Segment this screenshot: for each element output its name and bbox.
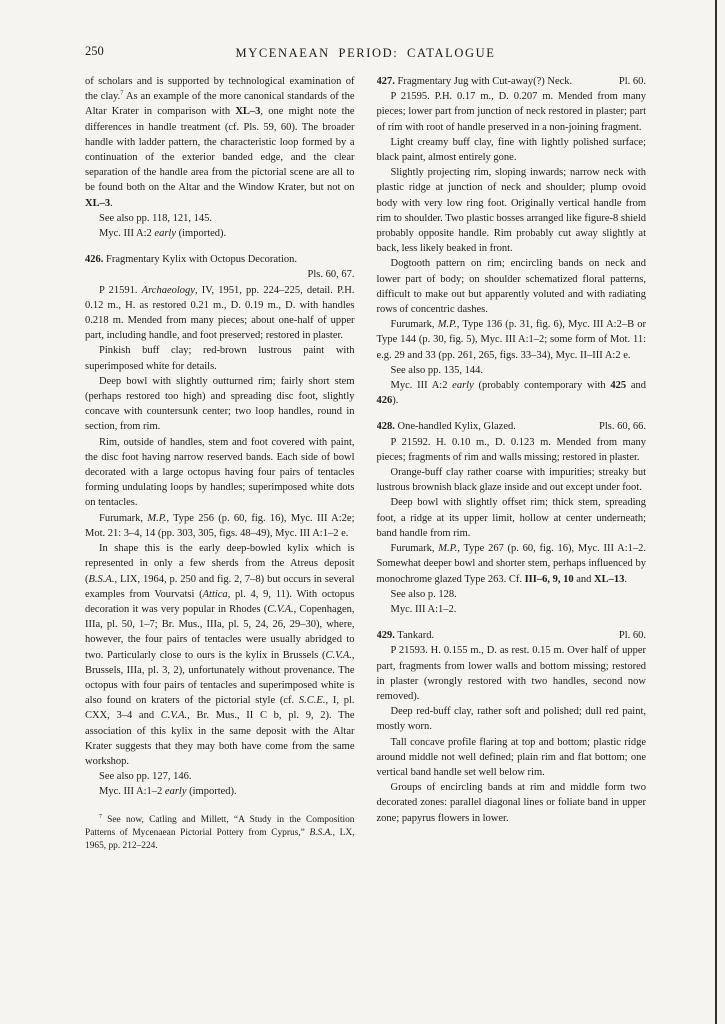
text-run: Furumark, [390,543,439,555]
text-run: One-handled Kylix, Glazed. [394,421,516,433]
paragraph [377,704,647,734]
paragraph [377,495,647,541]
page-content [85,44,646,854]
text-run: , I, pl. CXX, 3–4 and [85,695,355,722]
text-run: Deep red-buff clay, rather soft and polished; dull red paint, mostly worn. [376,706,646,733]
text-run: XL–13 [594,573,625,585]
paragraph [377,587,647,602]
text-run: C.V.A. [267,603,294,615]
right-column [377,74,647,854]
text-run: and [573,573,595,585]
text-run: B.S.A. [309,827,333,838]
text-run: , Br. Mus., II C b, pl. 9, 2). The association of this kylix in the same deposit with the Altar Krater suggests that they may both have come from the same workshop. [85,710,355,767]
text-run: S.C.E. [298,695,326,707]
text-run: . [110,197,113,209]
text-columns [85,74,646,854]
text-run: Myc. III A:1–2 [99,786,165,798]
text-run: Furumark, [99,512,148,524]
text-run: early [452,380,474,392]
paragraph [377,135,647,165]
text-run: See also pp. 118, 121, 145. [99,212,213,224]
text-run: , IV, 1951, pp. 224–225, detail. P.H. 0.12 m., H. as restored 0.21 m., D. 0.19 m., D. with handles 0.218 m. Mended from many pieces; about one-half of upper part, including handle, and foot preserved; restored in plaster. [85,284,355,342]
text-run: XL–3 [85,197,111,209]
plate-reference: Pl. 60. [618,630,646,642]
entry-heading [377,419,647,434]
plate-reference: Pl. 60. [618,76,646,87]
text-run: As an example of the more canonical standards of the Altar Krater in comparison with [85,91,355,118]
page-number: 250 [85,44,104,58]
text-run: Dogtooth pattern on rim; encircling bands on neck and lower part of body; on shoulder schematized floral patterns, difficult to make out but apparently voluted and with radiating rows of concentric dashes. [376,258,646,316]
paragraph [85,435,355,511]
text-run: , LIX, 1964, p. 250 and fig. 2, 7–8) but occurs in several examples from Vourvatsi ( [85,573,355,600]
text-run: Deep bowl with slightly offset rim; thick stem, spreading foot, a ridge at its upper limit, hollow at center underneath; band handle from rim. [376,497,646,539]
paragraph [85,211,355,226]
paragraph [377,165,647,256]
text-run: P 21593. H. 0.155 m., D. as rest. 0.15 m. Over half of upper part, fragments from lower walls and bottom missing; restored in plaster (wrongly restored with two handles, second now removed). [376,645,646,702]
text-run: 426 [376,395,393,407]
paragraph [377,363,647,378]
text-run: M.P. [147,512,167,524]
text-run: See now, Catling and Millett, “A Study in the Composition Patterns of Mycenaean Pictorial Pottery from Cyprus,” [85,814,355,838]
text-run: of scholars and is supported by technological examination of the clay. [85,76,355,103]
footnote-marker: 7 [120,89,124,97]
text-run: Tankard. [394,630,435,642]
text-run: Myc. III A:1–2. [390,603,457,615]
paragraph [85,769,355,784]
text-run: III–6, 9, 10 [524,573,574,585]
text-run: M.P. [437,319,457,331]
text-run: 429. [376,630,395,642]
text-run: In shape this is the early deep-bowled kylix which is represented in only a few sherds from the Atreus deposit ( [85,543,355,585]
page-header [85,44,646,62]
paragraph [85,784,355,799]
text-run: Slightly projecting rim, sloping inwards; narrow neck with plastic ridge at junction of neck and shoulder; plump ovoid body with very low ring foot. Originally vertical handle from rim to shoulder. Two plastic bosses arranged like figure-8 shield probably opposite handle. Rim probably cut away slightly at back, less likely beaked in front. [376,167,646,255]
paragraph [85,74,355,211]
text-run: Myc. III A:2 [99,228,155,240]
text-run: ). [392,395,399,407]
text-run: Fragmentary Jug with Cut-away(?) Neck. [394,76,573,87]
paragraph [377,735,647,781]
text-run: , one might note the differences in handle treatment (cf. Pls. 59, 60). The broader handle with ladder pattern, the characteristic loop formed by a continuation of the exterior banded edge, and the clear separation of the handle area from the pictorial scene are all to be found both on the Altar and the Window Krater, but not on [85,106,355,194]
paragraph [377,541,647,587]
plate-reference: Pls. 60, 66. [599,421,646,433]
text-run: early [154,228,176,240]
paragraph [377,602,647,617]
paragraph [377,256,647,317]
text-run: P 21591. [99,284,142,296]
text-run: Archaeology [141,284,195,296]
text-run: (imported). [186,786,237,798]
text-run: Pinkish buff clay; red-brown lustrous paint with superimposed white for details. [85,345,355,372]
paragraph [377,317,647,363]
paragraph [377,435,647,465]
entry-heading [377,74,647,89]
text-run: early [164,786,187,798]
paragraph [377,89,647,135]
text-run: C.V.A. [325,649,352,661]
text-run: P 21592. H. 0.10 m., D. 0.123 m. Mended from many pieces; fragments of rim and walls missing; restored in plaster. [376,436,646,463]
text-run: See also pp. 127, 146. [99,771,192,783]
text-run: Furumark, [390,319,438,331]
text-run: 428. [376,421,395,433]
text-run: Fragmentary Kylix with Octopus Decoration. [103,254,297,266]
footnote-marker: 7 [99,813,102,820]
text-run: See also p. 128. [390,588,457,600]
text-run: Myc. III A:2 [390,380,453,392]
left-column [85,74,355,854]
text-run: Rim, outside of handles, stem and foot covered with paint, the disc foot having narrow reserved bands. Each side of bowl decorated with a large octopus having four pairs of tentacles forming undulating loops by handles; superimposed white dots on tentacles. [85,436,355,509]
text-run: Orange-buff clay rather coarse with impurities; streaky but lustrous brownish black glaze inside and out except under foot. [376,467,646,494]
text-run: and [626,380,646,392]
plate-reference: Pls. 60, 67. [307,269,355,281]
text-run: Deep bowl with slightly outturned rim; fairly short stem (perhaps restored too high) and spreading disc foot, slightly concave with countersunk center; two loop handles, round in section, from rim. [85,375,355,433]
entry-heading [85,252,355,282]
text-run: Attica [202,588,228,600]
paragraph [85,283,355,344]
scan-edge-artifact [715,0,717,1024]
text-run: , Brussels, IIIa, pl. 3, 2), unfortunately without provenance. The octopus with four pairs of tentacles and superimposed white is also found on kraters of the pictorial style (cf. [85,649,355,707]
paragraph [85,374,355,435]
paragraph [377,780,647,826]
text-run: Light creamy buff clay, fine with lightly polished surface; black paint, almost entirely gone. [376,136,646,164]
text-run: B.S.A. [88,573,115,585]
text-run: (probably contemporary with [473,380,611,392]
paragraph [85,511,355,541]
text-run: XL–3 [235,106,261,118]
text-run: 426. [85,254,104,266]
paragraph [377,465,647,495]
text-run: , pl. 4, 9, 11). With octopus decoration it was very popular in Rhodes ( [85,588,355,615]
paragraph [85,343,355,373]
text-run: 425 [610,380,627,392]
text-run: , LX, 1965, pp. 212–224. [85,827,355,852]
text-run: P 21595. P.H. 0.17 m., D. 0.207 m. Mended from many pieces; lower part from junction of neck restored in plaster; part of rim with root of handle preserved in a non-joining fragment. [376,91,646,133]
text-run: Tall concave profile flaring at top and bottom; plastic ridge around middle not well defined; plain rim and flat bottom; one vertical band handle set well below rim. [376,736,646,778]
text-run: , Type 136 (p. 31, fig. 6), Myc. III A:2–B or Type 144 (p. 30, fig. 5), Myc. III A:1–2; some form of Mot. 11: e.g. 29 and 33 (pp. 261, 265, figs. 33–34), Myc. II–III A:2 e. [376,319,646,361]
text-run: . [624,573,627,585]
footnote [85,814,355,854]
text-run: 427. [376,76,395,87]
paragraph [85,226,355,241]
text-run: C.V.A. [160,710,188,722]
text-run: See also pp. 135, 144. [390,364,483,376]
paragraph [377,643,647,704]
text-run: Groups of encircling bands at rim and middle form two decorated zones: parallel diagonal lines or foliate band in upper zone; papyrus flowers in lower. [376,782,646,824]
page-title: MYCENAEAN PERIOD: CATALOGUE [235,46,496,60]
text-run: , Copenhagen, IIIa, pl. 50, 1–7; Br. Mus., IIIa, pl. 5, 24, 26, 29–30), where, however, the four pairs of tentacles were usually abridged to two. Particularly close to ours is the kylix in Brussels ( [85,603,355,661]
text-run: M.P. [438,543,458,555]
text-run: , Type 267 (p. 60, fig. 16), Myc. III A:1–2. Somewhat deeper bowl and shorter stem, perhaps influenced by monochrome glazed Type 263. Cf. [376,543,646,585]
paragraph [85,541,355,769]
entry-heading [377,628,647,643]
paragraph [377,378,647,408]
text-run: , Type 256 (p. 60, fig. 16), Myc. III A:2e; Mot. 21: 3–4, 14 (pp. 303, 305, figs. 48–49), Myc. III A:1–2 e. [85,512,355,539]
text-run: (imported). [176,228,227,240]
